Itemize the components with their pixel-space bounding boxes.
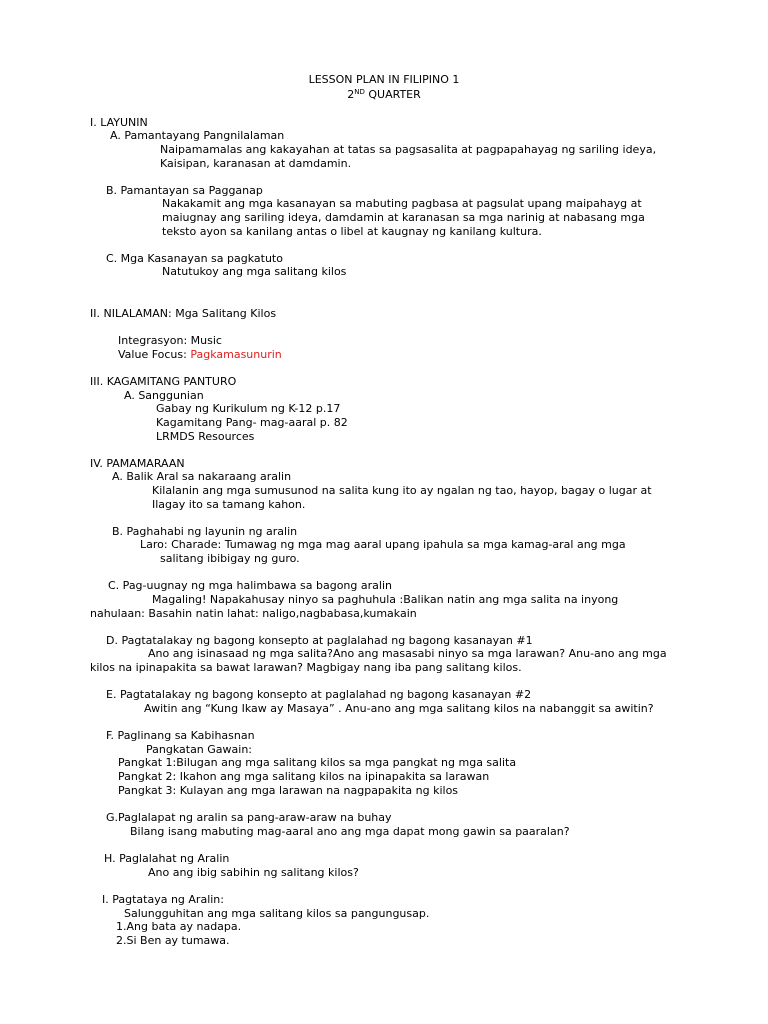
pamamaraan-d-line: kilos na ipinapakita sa bawat larawan? Magbigay nang iba pang salitang kilos. <box>90 661 522 674</box>
layunin-c-heading: C. Mga Kasanayan sa pagkatuto <box>106 252 283 265</box>
sanggunian-heading: A. Sanggunian <box>124 389 204 402</box>
pamamaraan-i-line: Salungguhitan ang mga salitang kilos sa pangungusap. <box>124 907 430 920</box>
layunin-b-line: Nakakamit ang mga kasanayan sa mabuting pagbasa at pagsulat upang maipahayg at <box>162 197 642 210</box>
quarter-ordinal: ND <box>354 88 365 96</box>
pamamaraan-a-line: Kilalanin ang mga sumusunod na salita kung ito ay ngalan ng tao, hayop, bagay o lugar at <box>152 484 652 497</box>
integrasyon-line: Integrasyon: Music <box>118 334 222 347</box>
pamamaraan-c-line: nahulaan: Basahin natin lahat: naligo,nagbabasa,kumakain <box>90 607 417 620</box>
pamamaraan-a-heading: A. Balik Aral sa nakaraang aralin <box>112 470 292 483</box>
document-title: LESSON PLAN IN FILIPINO 1 <box>308 73 460 86</box>
pamamaraan-h-heading: H. Paglalahat ng Aralin <box>104 852 230 865</box>
pamamaraan-i-line: 1.Ang bata ay nadapa. <box>116 920 242 933</box>
layunin-b-line: teksto ayon sa kanilang antas o libel at kaugnay ng kanilang kultura. <box>162 225 542 238</box>
section-pamamaraan-heading: IV. PAMAMARAAN <box>90 457 185 470</box>
sanggunian-item: Gabay ng Kurikulum ng K-12 p.17 <box>156 402 341 415</box>
pamamaraan-f-line: Pangkatan Gawain: <box>146 743 253 756</box>
pamamaraan-c-heading: C. Pag-uugnay ng mga halimbawa sa bagong aralin <box>108 579 392 592</box>
layunin-a-line: Kaisipan, karanasan at damdamin. <box>160 157 352 170</box>
pamamaraan-f-line: Pangkat 1:Bilugan ang mga salitang kilos sa mga pangkat ng mga salita <box>118 756 517 769</box>
sanggunian-item: Kagamitang Pang- mag-aaral p. 82 <box>156 416 348 429</box>
pamamaraan-d-line: Ano ang isinasaad ng mga salita?Ano ang masasabi ninyo sa mga larawan? Anu-ano ang mga <box>148 647 667 660</box>
pamamaraan-c-line: Magaling! Napakahusay ninyo sa paghuhula :Balikan natin ang mga salita na inyong <box>152 593 619 606</box>
quarter-number: 2 <box>347 88 355 101</box>
section-kagamitan-heading: III. KAGAMITANG PANTURO <box>90 375 237 388</box>
pamamaraan-i-heading: I. Pagtataya ng Aralin: <box>102 893 224 906</box>
pamamaraan-e-line: Awitin ang “Kung Ikaw ay Masaya” . Anu-ano ang mga salitang kilos na nabanggit sa awitin? <box>144 702 654 715</box>
layunin-b-line: maiugnay ang sariling ideya, damdamin at karanasan sa mga narinig at nabasang mga <box>162 211 645 224</box>
pamamaraan-b-line: salitang ibibigay ng guro. <box>160 552 300 565</box>
pamamaraan-g-heading: G.Paglalapat ng aralin sa pang-araw-araw na buhay <box>106 811 392 824</box>
sanggunian-item: LRMDS Resources <box>156 430 255 443</box>
layunin-b-heading: B. Pamantayan sa Pagganap <box>106 184 263 197</box>
pamamaraan-h-line: Ano ang ibig sabihin ng salitang kilos? <box>148 866 359 879</box>
pamamaraan-e-heading: E. Pagtatalakay ng bagong konsepto at paglalahad ng bagong kasanayan #2 <box>106 688 532 701</box>
section-layunin-heading: I. LAYUNIN <box>90 116 148 129</box>
pamamaraan-a-line: Ilagay ito sa tamang kahon. <box>152 498 306 511</box>
pamamaraan-d-heading: D. Pagtatalakay ng bagong konsepto at paglalahad ng bagong kasanayan #1 <box>106 634 533 647</box>
value-focus-line <box>118 348 282 362</box>
pamamaraan-f-line: Pangkat 3: Kulayan ang mga larawan na nagpapakita ng kilos <box>118 784 459 797</box>
section-nilalaman-heading: II. NILALAMAN: Mga Salitang Kilos <box>90 307 277 320</box>
pamamaraan-b-heading: B. Paghahabi ng layunin ng aralin <box>112 525 298 538</box>
layunin-c-line: Natutukoy ang mga salitang kilos <box>162 265 347 278</box>
pamamaraan-f-line: Pangkat 2: Ikahon ang mga salitang kilos na ipinapakita sa larawan <box>118 770 490 783</box>
pamamaraan-f-heading: F. Paglinang sa Kabihasnan <box>106 729 255 742</box>
pamamaraan-i-line: 2.Si Ben ay tumawa. <box>116 934 230 947</box>
value-focus-text: Pagkamasunurin <box>190 348 282 361</box>
pamamaraan-b-line: Laro: Charade: Tumawag ng mga mag aaral upang ipahula sa mga kamag-aral ang mga <box>140 538 626 551</box>
quarter-title <box>0 88 768 102</box>
layunin-a-line: Naipamamalas ang kakayahan at tatas sa pagsasalita at pagpapahayag ng sariling ideya, <box>160 143 657 156</box>
layunin-a-heading: A. Pamantayang Pangnilalaman <box>110 129 285 142</box>
value-focus-label: Value Focus: <box>118 348 191 361</box>
quarter-word: QUARTER <box>368 88 421 101</box>
pamamaraan-g-line: Bilang isang mabuting mag-aaral ano ang mga dapat mong gawin sa paaralan? <box>130 825 570 838</box>
